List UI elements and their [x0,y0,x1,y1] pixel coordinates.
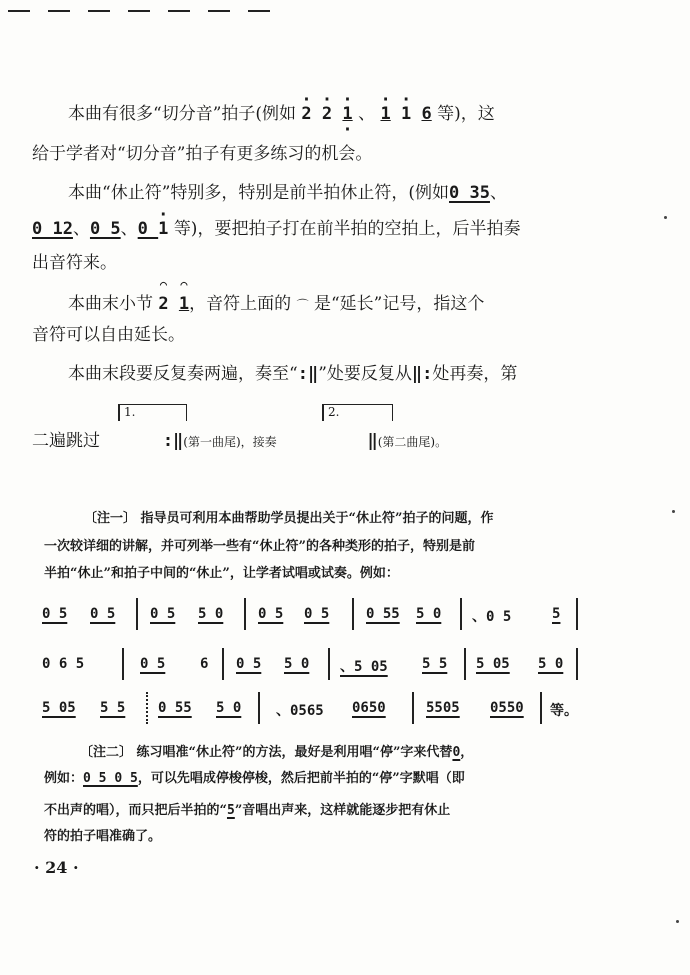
final-barline: ‖ [367,431,378,451]
note-1-line-2: 一次较详细的讲解，并可列举一些有“休止符”的各种类形的拍子，特别是前 [44,539,475,554]
rhythm-group: 5 5 [100,700,126,716]
note-2-line-3 [44,800,544,822]
page-number: · 24 · [34,858,79,877]
rhythm-group: 0 5 [150,606,176,622]
notation-final-bar: ⌒ 2 ⌒ 1 [158,294,189,314]
fermata-symbol: ⌒ [296,298,309,312]
text: 、 [120,219,138,239]
paragraph-2-line-3: 出音符来。 [32,253,117,273]
notation-rest-example: 0 5 [89,219,121,239]
barline [460,598,462,630]
rhythm-group: 、5 05 [340,659,388,675]
notation-rest-example: 0 12 [32,219,73,239]
rhythm-group: 0550 [490,700,524,716]
rest-zero: 0 [452,745,461,760]
notation-rest-example: 0 35 [449,183,490,203]
notation-syncopation-2: · 1 · 1 6 [380,104,431,124]
scan-speck [664,216,667,219]
rhythm-group: 5 05 [42,700,76,716]
barline [464,648,466,680]
rhythm-group: 0 5 [140,656,166,672]
text: 、 [358,104,376,124]
rhythm-group: 0 5 [90,606,116,622]
paragraph-4-line-2 [32,430,632,453]
paragraph-1-line-1 [68,103,668,125]
text: 处再奏，第 [432,364,518,384]
rhythm-group: 5 0 [416,606,442,622]
note-five: 5 [226,803,235,818]
note-1-line-3: 半拍“休止”和拍子中间的“休止”，让学者试唱或试奏。例如： [44,566,399,581]
rhythm-example-row-2 [36,648,596,688]
rhythm-example-row-3 [36,692,596,732]
paragraph-2-line-2 [32,218,632,240]
rhythm-group: 0 55 [158,700,192,716]
top-rule-dashes [0,0,300,20]
repeat-end-sign: :‖ [162,431,184,451]
rhythm-group: 5 05 [476,656,510,672]
note-2-line-2 [44,768,544,790]
barline [222,648,224,680]
text: 不出声的唱），而只把后半拍的“ [44,803,227,818]
rhythm-group: 0 5 [304,606,330,622]
repeat-start-sign: ‖: [411,364,433,384]
rhythm-group: 0 5 [42,606,68,622]
barline [258,692,260,724]
volta-second-ending: 2. [322,404,393,421]
rhythm-group: 5 0 [284,656,310,672]
text: 是“延长”记号，指这个 [313,294,485,314]
rhythm-group: 0 55 [366,606,400,622]
barline [146,692,150,724]
text: (第二曲尾)。 [377,435,448,449]
volta-first-ending: 1. [118,404,187,421]
paragraph-4-line-1 [68,363,668,385]
barline [540,692,542,724]
rhythm-example-inline: 0 5 0 5 [83,771,138,786]
text: 等)，这 [437,104,495,124]
scan-speck [676,920,679,923]
barline [244,598,246,630]
barline [352,598,354,630]
rhythm-group: 0650 [352,700,386,716]
barline [412,692,414,724]
text: 本曲末小节 [68,294,153,314]
text: 本曲有很多“切分音”拍子(例如 [68,104,297,124]
note-1-line-1: 〔注一〕 指导员可利用本曲帮助学员提出关于“休止符”拍子的问题，作 [84,511,494,526]
text: 等)，要把拍子打在前半拍的空拍上，后半拍奏 [173,219,521,239]
text: 本曲末段要反复奏两遍，奏至“ [68,364,298,384]
text: ”处要反复从 [318,364,412,384]
rhythm-group: 5 5 [422,656,448,672]
text: 例如： [44,771,84,786]
barline [576,648,578,680]
text: ，可以先唱成停梭停梭，然后把前半拍的“停”字默唱（即 [137,771,465,786]
paragraph-1-line-2: 给于学者对“切分音”拍子有更多练习的机会。 [32,144,373,164]
text: 、 [489,183,507,203]
paragraph-3-line-1 [68,293,668,316]
rhythm-group: 5 0 [198,606,224,622]
rhythm-group: 0 5 [258,606,284,622]
text: 、 [72,219,90,239]
rhythm-group: 0 5 [236,656,262,672]
text: 〔注二〕 练习唱准“休止符”的方法，最好是利用唱“停”字来代替 [80,745,453,760]
text: 二遍跳过 [32,431,100,451]
rhythm-group: 5 0 [216,700,242,716]
rhythm-group: 0 6 5 [42,656,85,672]
etc-text: 等。 [550,703,578,719]
barline [576,598,578,630]
rhythm-group: 5505 [426,700,460,716]
rhythm-group: 5 0 [538,656,564,672]
text: ， [460,745,474,760]
barline [122,648,124,680]
text: ，音符上面的 [189,294,292,314]
paragraph-3-line-2: 音符可以自由延长。 [32,325,185,345]
note-2-line-4: 符的拍子唱准确了。 [44,829,162,844]
repeat-end-sign: :‖ [297,364,319,384]
rhythm-group: 、0 5 [472,609,512,625]
text: ”音唱出声来，这样就能逐步把有休止 [234,803,451,818]
barline [328,648,330,680]
text: (第一曲尾)，接奏 [183,435,277,449]
notation-rest-example: 0 · 1 [138,219,169,239]
note-2-line-1 [80,742,580,764]
rhythm-group: 6 [200,656,209,672]
rhythm-example-row-1 [36,598,596,638]
barline [136,598,138,630]
scan-speck [672,510,675,513]
rhythm-group: 5 [552,606,561,622]
notation-syncopation-1: · 2 · 2 · 1 · [301,104,352,124]
rhythm-group: 、0565 [276,703,324,719]
text: 本曲“休止符”特别多，特别是前半拍休止符，(例如 [68,183,450,203]
paragraph-2-line-1 [68,182,668,204]
